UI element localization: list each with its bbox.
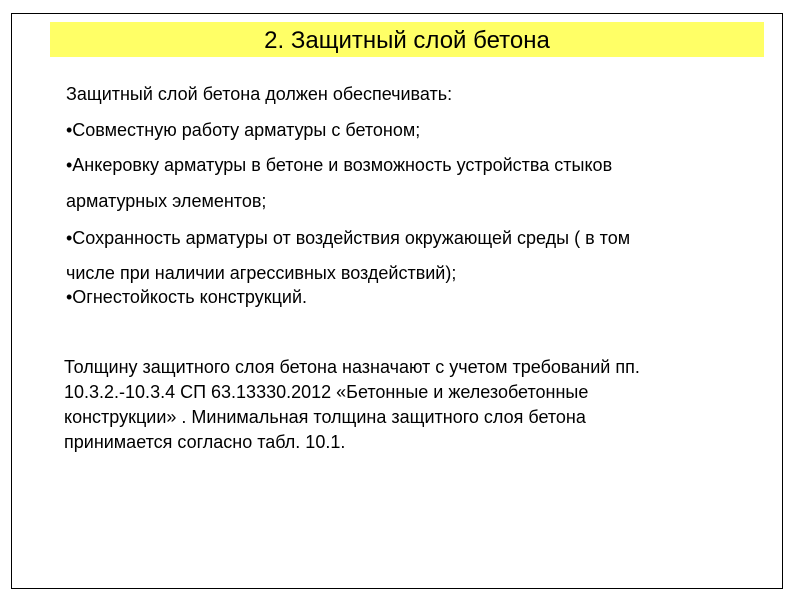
closing-line: Толщину защитного слоя бетона назначают с учетом требований пп. [64, 357, 640, 377]
bullet-joint-work: •Совместную работу арматуры с бетоном; [66, 120, 421, 140]
bullet-anchorage-continued: арматурных элементов; [66, 191, 267, 211]
bullet-protection: •Сохранность арматуры от воздействия окружающей среды ( в том [66, 228, 631, 248]
closing-line: принимается согласно табл. 10.1. [64, 432, 346, 452]
closing-line: 10.3.2.-10.3.4 СП 63.13330.2012 «Бетонные и железобетонные [64, 382, 589, 402]
bullet-anchorage: •Анкеровку арматуры в бетоне и возможность устройства стыков [66, 155, 613, 175]
title-band [50, 22, 764, 57]
bullet-fire-resistance: •Огнестойкость конструкций. [66, 287, 308, 307]
intro-text: Защитный слой бетона должен обеспечивать: [66, 84, 453, 104]
closing-line: конструкции» . Минимальная толщина защитного слоя бетона [64, 407, 586, 427]
closing-paragraph [64, 355, 744, 455]
bullet-protection-continued: числе при наличии агрессивных воздействий); [66, 263, 457, 283]
slide-title: 2. Защитный слой бетона [264, 26, 550, 54]
